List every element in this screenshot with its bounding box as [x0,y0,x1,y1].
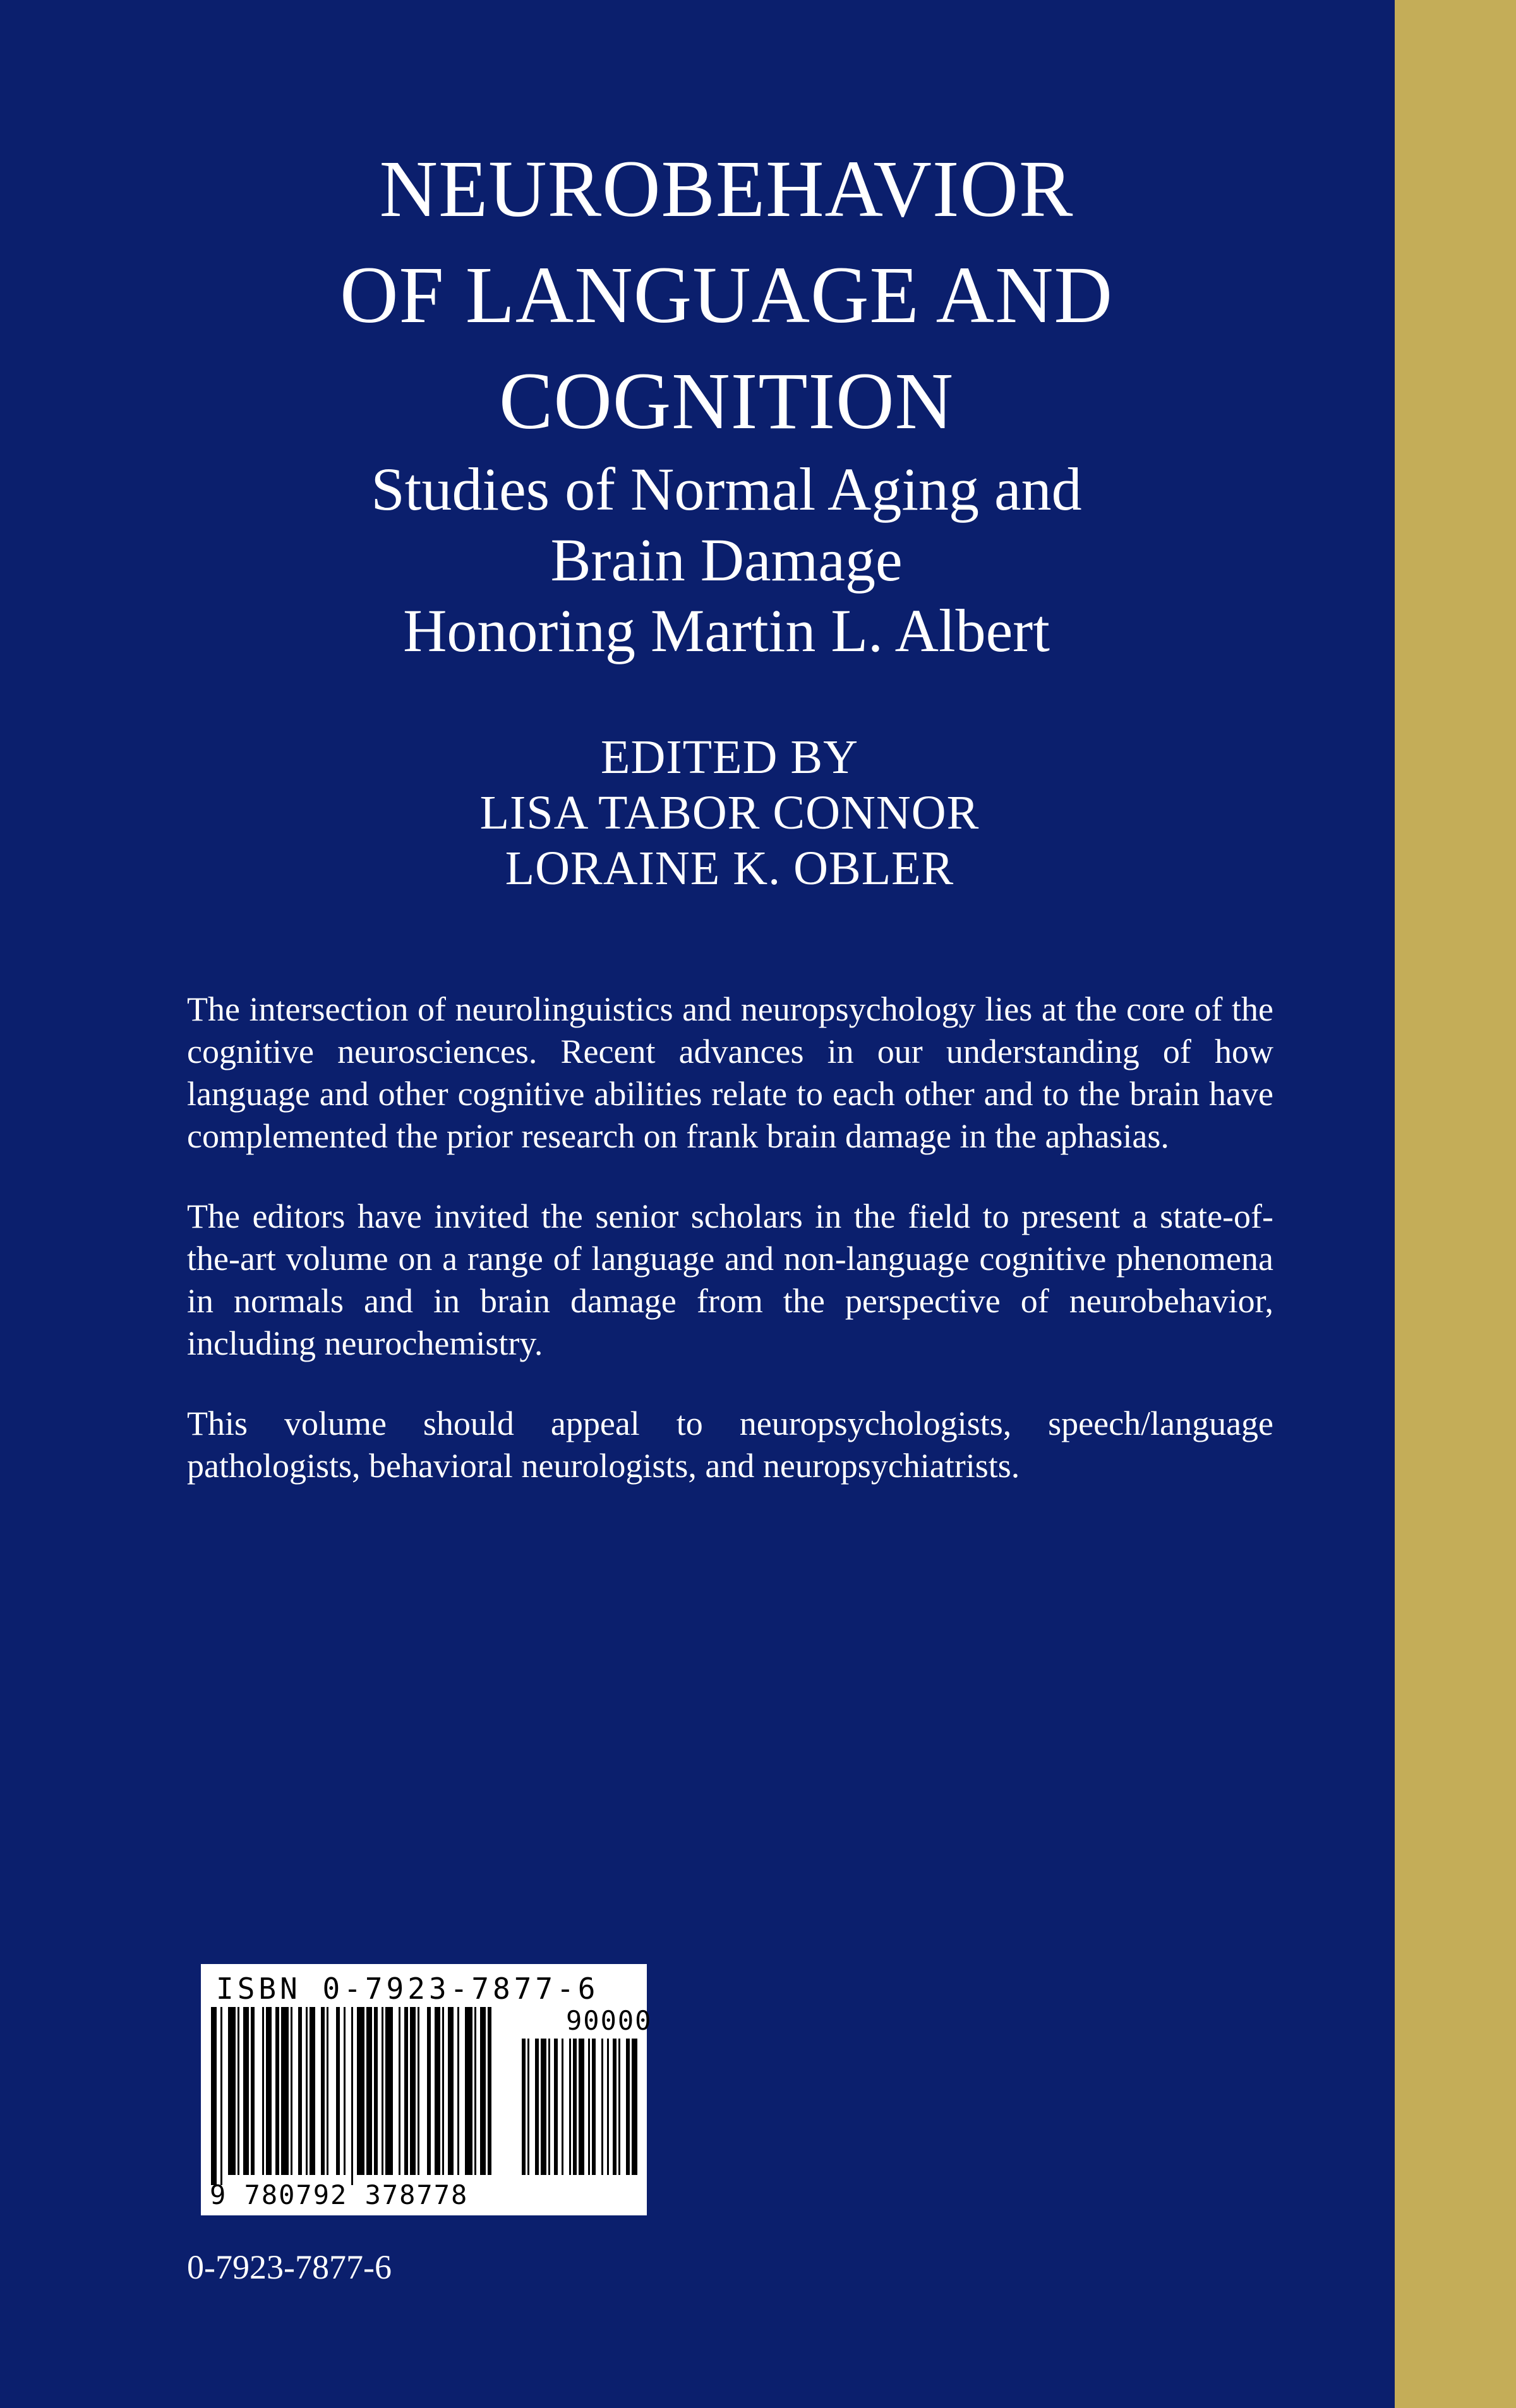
barcode-bar [488,2007,491,2175]
barcode-addon-bar [535,2039,539,2175]
barcode-bar [243,2007,249,2175]
title-line-1: NEUROBEHAVIOR [379,144,1074,234]
editor-name-2: LORAINE K. OBLER [505,842,954,895]
barcode-bar [435,2007,440,2175]
barcode-bar [344,2007,346,2175]
subtitle-line-2: Brain Damage [550,526,903,594]
barcode-addon-bar [527,2039,529,2175]
subtitle-line-3: Honoring Martin L. Albert [403,597,1050,664]
barcode-bar [385,2007,393,2175]
editor-name-1: LISA TABOR CONNOR [479,786,980,839]
barcode-price-code: 90000 [566,2005,653,2036]
barcode-bar [357,2007,364,2175]
barcode-addon-bar [522,2039,526,2175]
barcode-bar [457,2007,459,2175]
blurb-text [187,988,1273,1525]
editors-credit [0,729,1459,896]
book-title [0,136,1453,666]
barcode-addon-bar [562,2039,563,2175]
barcode-bar [262,2007,264,2175]
barcode-bar [238,2007,239,2175]
barcode-bar [442,2007,444,2175]
blurb-paragraph-2: The editors have invited the senior scholars in the field to present a state-of-the-art volume on a range of language and non-language cognitive phenomena in normals and in brain damage from the perspective of neurobehavior, including neurochemistry. [187,1197,1273,1362]
barcode-addon-bar [592,2039,596,2175]
barcode-bar [266,2007,272,2175]
barcode-bar [351,2007,353,2185]
blurb-paragraph-1: The intersection of neurolinguistics and neuropsychology lies at the core of the cognitive neurosciences. Recent advances in our understanding of how language and other cognitive abilities relate to each other and to the brain have complemented the prior research on frank brain damage in the aphasias. [187,990,1273,1155]
barcode-bar [448,2007,454,2175]
barcode-addon-bar [573,2039,577,2175]
barcode-bar [474,2007,476,2175]
barcode-bar [465,2007,472,2175]
barcode-bar [404,2007,408,2175]
barcode-bar [427,2007,431,2175]
barcode-ean-digits: 9 780792 378778 [210,2179,469,2210]
barcode-bar [211,2007,217,2185]
barcode-bar [366,2007,372,2175]
barcode-addon-bar [548,2039,550,2175]
barcode-bar [220,2007,222,2185]
title-line-2: OF LANGUAGE AND [340,250,1113,340]
barcode-addon-bar [579,2039,584,2175]
barcode-panel [201,1964,653,2215]
subtitle-line-1: Studies of Normal Aging and [371,455,1082,523]
barcode-isbn-label: ISBN 0-7923-7877-6 [216,1972,599,2006]
barcode-bar [382,2007,383,2175]
barcode-addon-bar [541,2039,546,2175]
isbn-number: 0-7923-7877-6 [187,2248,392,2286]
barcode-bar [399,2007,400,2175]
barcode-bar [336,2007,340,2175]
barcode-addon-bar [632,2039,637,2175]
barcode-addon-bar [607,2039,609,2175]
barcode-addon-bar [618,2039,620,2175]
barcode-bar [327,2007,328,2175]
barcode-bar [251,2007,255,2175]
edited-by-label: EDITED BY [601,731,858,784]
barcode-addon-bar [626,2039,630,2175]
blurb-paragraph-3: This volume should appeal to neuropsychologists, speech/language pathologists, behavioral neurologists, and neuropsychiatrists. [187,1405,1273,1485]
barcode-bar [374,2007,378,2175]
barcode-bar [281,2007,289,2175]
barcode-bar [306,2007,308,2175]
barcode-bar [291,2007,292,2175]
barcode-addon-bar [601,2039,603,2175]
barcode-bar [228,2007,236,2175]
barcode-bar [310,2007,315,2175]
barcode-addon-bar [554,2039,558,2175]
barcode-bar [321,2007,325,2175]
barcode-addon-bar [588,2039,590,2175]
barcode-bar [275,2007,279,2175]
barcode-bar [410,2007,416,2175]
barcode-bar [298,2007,302,2175]
barcode-addon-bar [569,2039,571,2175]
barcode-addon-bar [613,2039,617,2175]
title-line-3: COGNITION [499,356,954,446]
barcode-bar [480,2007,486,2175]
barcode-bar [418,2007,419,2175]
